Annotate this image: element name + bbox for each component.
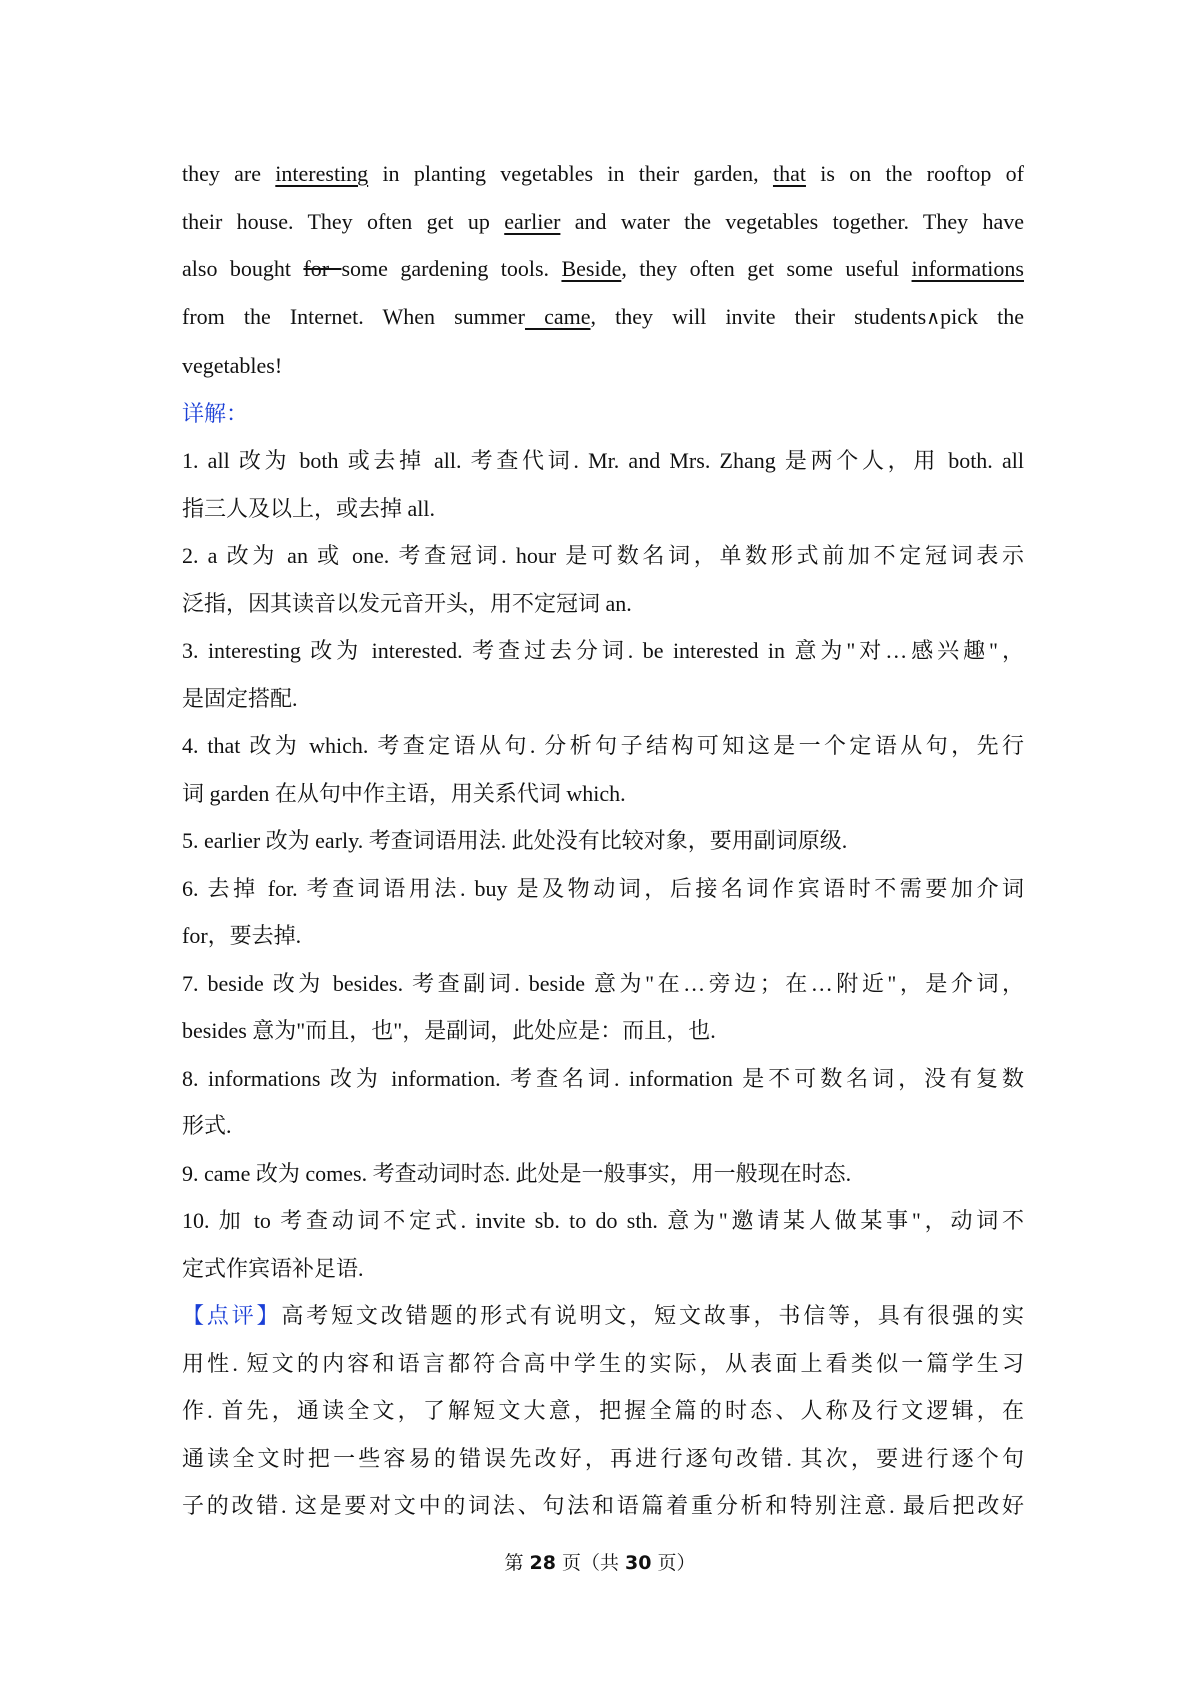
comment-label: 【点评】 bbox=[182, 1303, 282, 1328]
comment-line-5: 子的改错. 这是要对文中的词法、句法和语篇着重分析和特别注意. 最后把改好 bbox=[182, 1493, 1024, 1518]
error-word-earlier: earlier bbox=[504, 208, 561, 234]
passage-text: from the Internet. When summer bbox=[182, 303, 525, 329]
explanation-line: besides 意为"而且，也"，是副词，此处应是：而且，也. bbox=[182, 1018, 716, 1043]
footer-text: 页（共 bbox=[555, 1552, 626, 1574]
explanation-line: 定式作宾语补足语. bbox=[182, 1255, 364, 1281]
explanation-line: 指三人及以上，或去掉 all. bbox=[182, 495, 435, 521]
passage-line-5: vegetables! bbox=[182, 353, 283, 378]
insertion-caret-icon: ∧ bbox=[926, 306, 941, 329]
error-word-came: came bbox=[525, 303, 591, 329]
explanation-line: 9. came 改为 comes. 考查动词时态. 此处是一般事实，用一般现在时态. bbox=[182, 1160, 852, 1186]
passage-line-2 bbox=[182, 198, 1024, 246]
passage-text: their house. They often get up bbox=[182, 208, 505, 234]
passage-text: and water the vegetables together. They have bbox=[560, 208, 1025, 234]
passage-line-3 bbox=[182, 245, 1024, 293]
error-word-informations: informations bbox=[911, 256, 1024, 281]
explanation-item-2 bbox=[182, 532, 1024, 627]
page-content bbox=[182, 150, 1024, 1530]
explanation-line: 4. that 改为 which. 考查定语从句. 分析句子结构可知这是一个定语从句，先行 bbox=[182, 733, 1024, 758]
passage bbox=[182, 150, 1024, 390]
explanation-item-6 bbox=[182, 865, 1024, 960]
error-word-beside: Beside bbox=[561, 256, 622, 281]
comment-section bbox=[182, 1292, 1024, 1530]
explanation-line: 5. earlier 改为 early. 考查词语用法. 此处没有比较对象，要用副词原级. bbox=[182, 828, 848, 853]
explanation-line: 是固定搭配. bbox=[182, 685, 298, 711]
explanation-line: 泛指，因其读音以发元音开头，用不定冠词 an. bbox=[182, 590, 632, 616]
explanation-item-8 bbox=[182, 1055, 1024, 1150]
explanation-line: 6. 去掉 for. 考查词语用法. buy 是及物动词，后接名词作宾语时不需要加介词 bbox=[182, 875, 1024, 901]
explanation-item-9 bbox=[182, 1150, 1024, 1198]
explanation-item-1 bbox=[182, 437, 1024, 532]
passage-text: they are bbox=[182, 161, 276, 186]
explanation-line: for，要去掉. bbox=[182, 923, 302, 948]
explanation-item-5 bbox=[182, 817, 1024, 865]
passage-text: , they often get some useful bbox=[621, 256, 912, 281]
passage-text: some gardening tools. bbox=[341, 256, 562, 281]
explanation-line: 7. beside 改为 besides. 考查副词. beside 意为"在…旁边；在…附近"，是介词， bbox=[182, 970, 1024, 996]
error-word-that: that bbox=[772, 161, 806, 186]
comment-line-1 bbox=[182, 1292, 1024, 1340]
explanation-line: 形式. bbox=[182, 1113, 232, 1138]
explanation-item-3 bbox=[182, 627, 1024, 722]
page-number: 28 bbox=[529, 1552, 556, 1574]
explanation-line: 1. all 改为 both 或去掉 all. 考查代词. Mr. and Mrs. Zhang 是两个人，用 both. all bbox=[182, 448, 1024, 473]
explanation-item-10 bbox=[182, 1197, 1024, 1292]
comment-line-2: 用性. 短文的内容和语言都符合高中学生的实际，从表面上看类似一篇学生习 bbox=[182, 1350, 1024, 1376]
explanation-line: 8. informations 改为 information. 考查名词. information 是不可数名词，没有复数 bbox=[182, 1065, 1024, 1091]
comment-text: 高考短文改错题的形式有说明文，短文故事，书信等，具有很强的实 bbox=[281, 1303, 1024, 1328]
explanation-line: 词 garden 在从句中作主语，用关系代词 which. bbox=[182, 780, 626, 806]
explanation-line: 10. 加 to 考查动词不定式. invite sb. to do sth. 意为"邀请某人做某事"，动词不 bbox=[182, 1208, 1024, 1233]
passage-text: in planting vegetables in their garden, bbox=[368, 161, 773, 186]
total-pages: 30 bbox=[625, 1552, 652, 1574]
explanation-item-7 bbox=[182, 960, 1024, 1055]
struck-word-for: for bbox=[303, 256, 342, 281]
passage-line-4 bbox=[182, 293, 1024, 343]
passage-text: , they will invite their students bbox=[590, 303, 927, 329]
footer-text: 页） bbox=[651, 1552, 696, 1574]
passage-text: is on the rooftop of bbox=[805, 161, 1024, 186]
explanation-line: 2. a 改为 an 或 one. 考查冠词. hour 是可数名词，单数形式前加不定冠词表示 bbox=[182, 543, 1024, 568]
explanation-list bbox=[182, 437, 1024, 1292]
passage-text: pick the bbox=[940, 303, 1024, 329]
footer-text: 第 bbox=[504, 1552, 530, 1574]
explanation-line: 3. interesting 改为 interested. 考查过去分词. be interested in 意为"对…感兴趣"， bbox=[182, 638, 1024, 663]
page-footer bbox=[0, 1548, 1200, 1575]
comment-line-4: 通读全文时把一些容易的错误先改好，再进行逐句改错. 其次，要进行逐个句 bbox=[182, 1445, 1024, 1471]
passage-text: also bought bbox=[182, 256, 304, 281]
error-word-interesting: interesting bbox=[275, 161, 369, 186]
comment-line-3: 作. 首先，通读全文，了解短文大意，把握全篇的时态、人称及行文逻辑，在 bbox=[182, 1398, 1024, 1423]
passage-line-1 bbox=[182, 150, 1024, 198]
explanation-heading: 详解： bbox=[182, 400, 249, 426]
explanation-item-4 bbox=[182, 722, 1024, 817]
